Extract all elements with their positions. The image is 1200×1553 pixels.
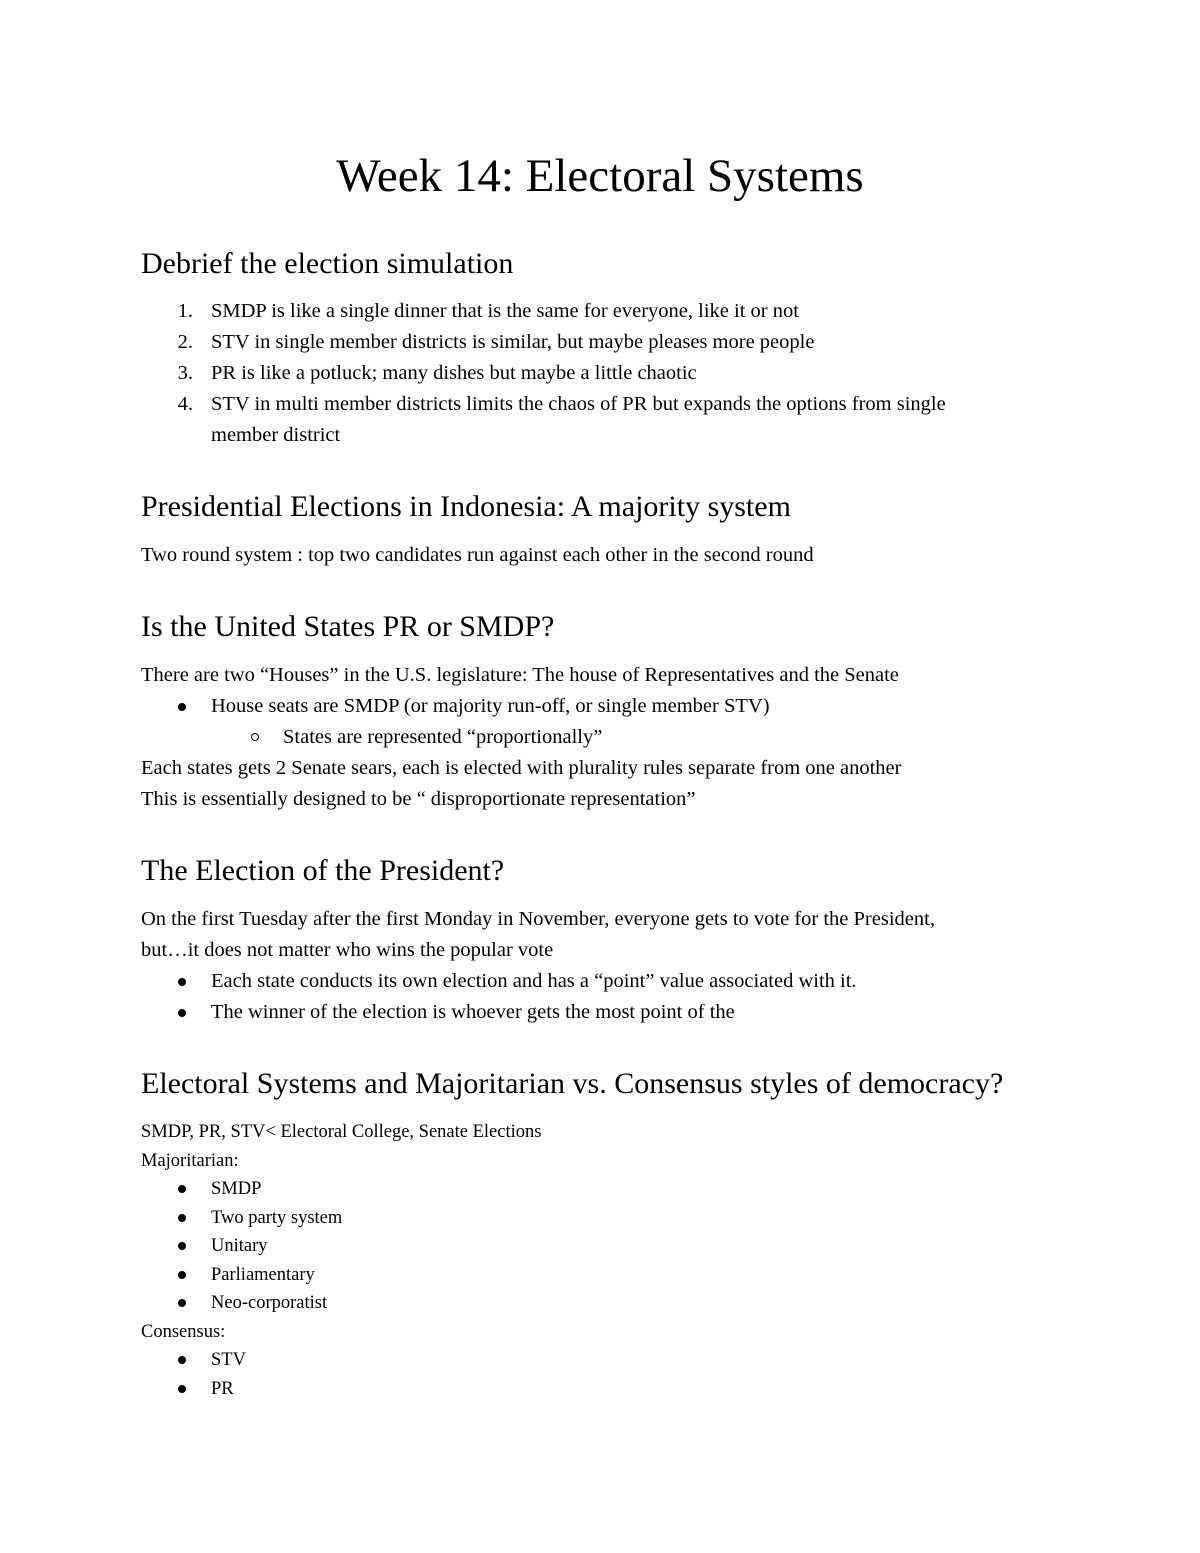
- hollow-bullet-icon: [251, 733, 259, 741]
- list-item: SMDP is like a single dinner that is the same for everyone, like it or not: [211, 300, 799, 322]
- bullet-icon: [178, 978, 186, 986]
- paragraph: but…it does not matter who wins the popular vote: [141, 939, 554, 961]
- paragraph: SMDP, PR, STV< Electoral College, Senate Elections: [141, 1122, 542, 1142]
- paragraph: This is essentially designed to be “ disproportionate representation”: [141, 788, 696, 810]
- bullet-item: The winner of the election is whoever gets the most point of the: [211, 1001, 735, 1023]
- bullet-icon: [178, 1214, 186, 1222]
- list-item-continuation: member district: [211, 424, 341, 446]
- bullet-icon: [178, 1385, 186, 1393]
- bullet-item: House seats are SMDP (or majority run-off, or single member STV): [211, 695, 770, 717]
- bullet-item: SMDP: [211, 1179, 262, 1199]
- bullet-item: PR: [211, 1379, 234, 1399]
- bullet-icon: [178, 1242, 186, 1250]
- bullet-item: Unitary: [211, 1236, 268, 1256]
- page-title: Week 14: Electoral Systems: [336, 150, 864, 202]
- bullet-icon: [178, 1185, 186, 1193]
- bullet-item: Parliamentary: [211, 1265, 315, 1285]
- bullet-item: STV: [211, 1350, 246, 1370]
- bullet-icon: [178, 1356, 186, 1364]
- list-number: 4.: [177, 393, 193, 415]
- list-number: 3.: [177, 362, 193, 384]
- bullet-item: Each state conducts its own election and has a “point” value associated with it.: [211, 970, 857, 992]
- list-item: PR is like a potluck; many dishes but maybe a little chaotic: [211, 362, 697, 384]
- bullet-icon: [178, 1271, 186, 1279]
- paragraph: On the first Tuesday after the first Monday in November, everyone gets to vote for the President,: [141, 908, 935, 930]
- bullet-item: Neo-corporatist: [211, 1293, 328, 1313]
- section-heading-indonesia: Presidential Elections in Indonesia: A majority system: [141, 490, 791, 523]
- bullet-icon: [178, 703, 186, 711]
- consensus-label: Consensus:: [141, 1322, 226, 1342]
- bullet-item: Two party system: [211, 1208, 343, 1228]
- section-heading-president: The Election of the President?: [141, 854, 505, 887]
- list-number: 2.: [177, 331, 193, 353]
- bullet-icon: [178, 1009, 186, 1017]
- majoritarian-label: Majoritarian:: [141, 1151, 239, 1171]
- bullet-icon: [178, 1299, 186, 1307]
- sub-bullet-item: States are represented “proportionally”: [283, 726, 603, 748]
- paragraph: Each states gets 2 Senate sears, each is elected with plurality rules separate from one another: [141, 757, 902, 779]
- paragraph: There are two “Houses” in the U.S. legislature: The house of Representatives and the Senate: [141, 664, 899, 686]
- section-heading-united-states: Is the United States PR or SMDP?: [141, 610, 555, 643]
- section-heading-majoritarian-consensus: Electoral Systems and Majoritarian vs. Consensus styles of democracy?: [141, 1067, 1004, 1100]
- paragraph: Two round system : top two candidates run against each other in the second round: [141, 544, 814, 566]
- list-item: STV in multi member districts limits the chaos of PR but expands the options from single: [211, 393, 946, 415]
- section-heading-debrief: Debrief the election simulation: [141, 247, 514, 280]
- list-number: 1.: [177, 300, 193, 322]
- list-item: STV in single member districts is similar, but maybe pleases more people: [211, 331, 815, 353]
